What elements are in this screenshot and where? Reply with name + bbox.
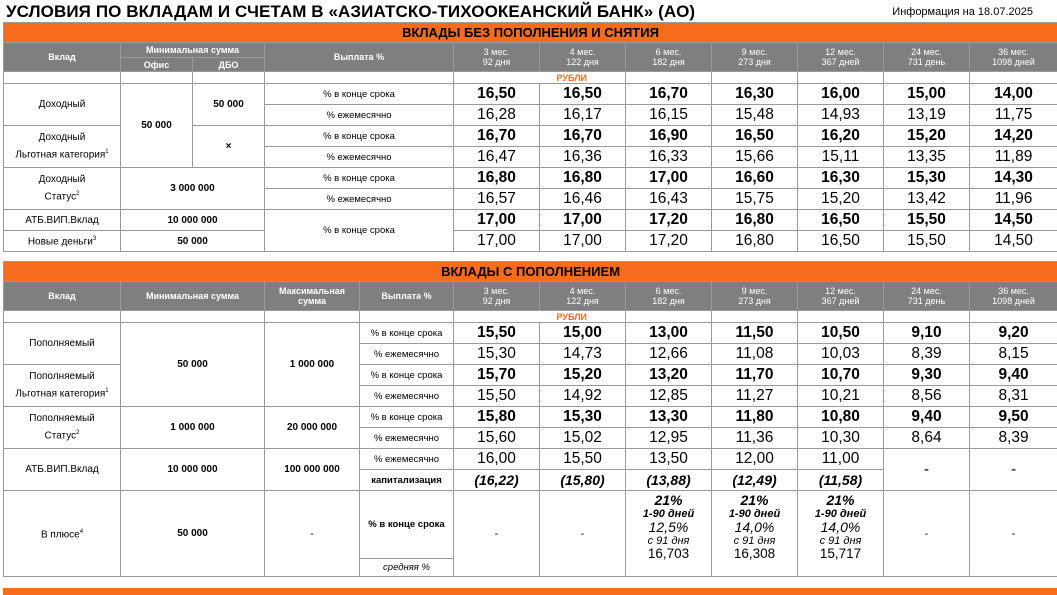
rate-cell: 16,33	[626, 147, 712, 168]
rate-cell: 16,80	[540, 168, 626, 189]
payout-type: % в конце срока	[360, 491, 454, 559]
payout-type: % в конце срока	[360, 407, 454, 428]
rate-cell: 8,64	[884, 428, 970, 449]
rate-cell: 15,00	[540, 323, 626, 344]
rate-cell: 13,30	[626, 407, 712, 428]
rate-cell-empty: -	[884, 491, 970, 577]
rate-cell: 16,50	[712, 126, 798, 147]
max-sum: 1 000 000	[265, 323, 360, 407]
rate-cell: 15,30	[454, 344, 540, 365]
term-header: 9 мес. 273 дня	[712, 282, 798, 311]
term-header: 3 мес. 92 дня	[454, 282, 540, 311]
max-sum: 100 000 000	[265, 449, 360, 491]
rate-cell: 15,20	[884, 126, 970, 147]
rate-cell: 15,02	[540, 428, 626, 449]
rate-cell: 8,56	[884, 386, 970, 407]
payout-type: % ежемесячно	[265, 105, 454, 126]
rate-cell: 13,20	[626, 365, 712, 386]
deposit-name: Новые деньги$^3$	[4, 231, 121, 252]
rate-cell: 10,21	[798, 386, 884, 407]
rate-cell: 16,28	[454, 105, 540, 126]
rate-cell: 10,80	[798, 407, 884, 428]
min-sum: 1 000 000	[121, 407, 265, 449]
rate-cell: 16,80	[454, 168, 540, 189]
rate-cell: 8,31	[970, 386, 1057, 407]
rate-cell: 16,00	[454, 449, 540, 470]
rate-cell: 17,20	[626, 231, 712, 252]
rate-cell: 16,50	[798, 210, 884, 231]
payout-type: % в конце срока	[265, 84, 454, 105]
term-header: 12 мес. 367 дней	[798, 282, 884, 311]
plus-rate-cell: 21% 1-90 дней 12,5% с 91 дня 16,703	[626, 491, 712, 577]
rate-cell: 11,89	[970, 147, 1057, 168]
rate-cell: 16,43	[626, 189, 712, 210]
rate-cell: 15,66	[712, 147, 798, 168]
rate-cell: 11,36	[712, 428, 798, 449]
rate-cell: 14,73	[540, 344, 626, 365]
min-sum: 10 000 000	[121, 449, 265, 491]
deposit-name: Пополняемый Статус$^2$	[4, 407, 121, 449]
rate-cell: 8,39	[884, 344, 970, 365]
rate-cell: 12,85	[626, 386, 712, 407]
col-header-min-sum: Минимальная сумма	[121, 43, 265, 58]
deposit-name: Доходный Льготная категория$^1$	[4, 126, 121, 168]
deposit-name: АТБ.ВИП.Вклад	[4, 449, 121, 491]
currency-label: РУБЛИ	[454, 72, 626, 84]
rate-cell: 16,30	[712, 84, 798, 105]
rate-cell: 16,20	[798, 126, 884, 147]
rate-cell: (13,88)	[626, 470, 712, 491]
rate-cell: 16,57	[454, 189, 540, 210]
min-sum-dbo: 50 000	[193, 84, 265, 126]
rate-cell: 16,80	[712, 210, 798, 231]
payout-type: % ежемесячно	[360, 449, 454, 470]
rate-cell: 9,50	[970, 407, 1057, 428]
term-header: 36 мес. 1098 дней	[970, 43, 1057, 72]
term-header: 4 мес. 122 дня	[540, 282, 626, 311]
rate-cell: 11,50	[712, 323, 798, 344]
rate-cell: 9,40	[884, 407, 970, 428]
rate-cell: 16,70	[540, 126, 626, 147]
term-header: 12 мес. 367 дней	[798, 43, 884, 72]
max-sum: 20 000 000	[265, 407, 360, 449]
rate-cell: 11,75	[970, 105, 1057, 126]
payout-type: % в конце срока	[265, 168, 454, 189]
deposit-name: АТБ.ВИП.Вклад	[4, 210, 121, 231]
deposit-name: Доходный Статус$^2$	[4, 168, 121, 210]
rate-cell: 16,50	[798, 231, 884, 252]
dbo-unavailable: ×	[193, 126, 265, 168]
rate-cell: 14,00	[970, 84, 1057, 105]
payout-type: % в конце срока	[265, 210, 454, 252]
payout-type: % ежемесячно	[360, 386, 454, 407]
rate-cell: 12,00	[712, 449, 798, 470]
min-sum: 50 000	[121, 323, 265, 407]
rate-cell: 15,50	[884, 210, 970, 231]
rate-cell: 8,39	[970, 428, 1057, 449]
rate-cell: 11,80	[712, 407, 798, 428]
rate-cell-empty: -	[970, 449, 1057, 491]
rate-cell: 15,11	[798, 147, 884, 168]
deposit-name: Пополняемый	[4, 323, 121, 365]
min-sum: 3 000 000	[121, 168, 265, 210]
rate-cell: 11,96	[970, 189, 1057, 210]
rate-cell: 13,35	[884, 147, 970, 168]
deposit-name: В плюсе$^4$	[4, 491, 121, 577]
rate-cell-empty: -	[970, 491, 1057, 577]
deposits-no-replenishment-table	[3, 22, 1057, 252]
payout-type: капитализация	[360, 470, 454, 491]
rate-cell: 9,10	[884, 323, 970, 344]
rate-cell: 14,50	[970, 231, 1057, 252]
col-header-office: Офис	[121, 58, 193, 72]
col-header-deposit: Вклад	[4, 43, 121, 72]
min-sum-office: 50 000	[121, 84, 193, 168]
rate-cell: 13,42	[884, 189, 970, 210]
rate-cell: 14,93	[798, 105, 884, 126]
rate-cell: (11,58)	[798, 470, 884, 491]
rate-cell: 17,00	[454, 231, 540, 252]
rate-cell: 10,03	[798, 344, 884, 365]
info-date: Информация на 18.07.2025	[892, 6, 1033, 18]
rate-cell: 15,48	[712, 105, 798, 126]
payout-type: % в конце срока	[360, 323, 454, 344]
rate-cell: 11,27	[712, 386, 798, 407]
min-sum: 50 000	[121, 491, 265, 577]
term-header: 6 мес. 182 дня	[626, 43, 712, 72]
rate-cell: 16,70	[626, 84, 712, 105]
payout-type: % в конце срока	[360, 365, 454, 386]
page-title: УСЛОВИЯ ПО ВКЛАДАМ И СЧЕТАМ В «АЗИАТСКО-ТИХООКЕАНСКИЙ БАНК» (АО)	[6, 2, 696, 21]
rate-cell: 8,15	[970, 344, 1057, 365]
rate-cell: 16,47	[454, 147, 540, 168]
col-header-min-sum: Минимальная сумма	[121, 282, 265, 311]
col-header-deposit: Вклад	[4, 282, 121, 311]
max-sum: -	[265, 491, 360, 577]
rate-cell: 16,80	[712, 231, 798, 252]
rate-cell: (16,22)	[454, 470, 540, 491]
rate-cell: 14,92	[540, 386, 626, 407]
deposit-name: Пополняемый Льготная категория$^1$	[4, 365, 121, 407]
rate-cell: 9,20	[970, 323, 1057, 344]
rate-cell: 14,50	[970, 210, 1057, 231]
rate-cell: 15,50	[884, 231, 970, 252]
rate-cell: 16,30	[798, 168, 884, 189]
rate-cell: (15,80)	[540, 470, 626, 491]
rate-cell: 16,50	[454, 84, 540, 105]
rate-cell: 10,30	[798, 428, 884, 449]
min-sum: 10 000 000	[121, 210, 265, 231]
col-header-max-sum: Максимальная сумма	[265, 282, 360, 311]
col-header-dbo: ДБО	[193, 58, 265, 72]
section-band: ВКЛАДЫ БЕЗ ПОПОЛНЕНИЯ И СНЯТИЯ	[4, 23, 1057, 43]
term-header: 3 мес. 92 дня	[454, 43, 540, 72]
term-header: 24 мес. 731 день	[884, 282, 970, 311]
rate-cell: 9,30	[884, 365, 970, 386]
rate-cell: 16,00	[798, 84, 884, 105]
rate-cell: 12,66	[626, 344, 712, 365]
rate-cell: 11,08	[712, 344, 798, 365]
rate-cell: 15,20	[540, 365, 626, 386]
deposits-replenishment-table	[3, 261, 1057, 577]
rate-cell: 15,30	[540, 407, 626, 428]
rate-cell: 17,00	[540, 231, 626, 252]
col-header-payout: Выплата %	[265, 43, 454, 72]
rate-cell-empty: -	[884, 449, 970, 491]
min-sum: 50 000	[121, 231, 265, 252]
rate-cell: 15,80	[454, 407, 540, 428]
rate-cell: 17,00	[454, 210, 540, 231]
rate-cell: 17,00	[540, 210, 626, 231]
payout-type: % ежемесячно	[265, 147, 454, 168]
rate-cell: 12,95	[626, 428, 712, 449]
rate-cell: (12,49)	[712, 470, 798, 491]
rate-cell: 16,15	[626, 105, 712, 126]
term-header: 6 мес. 182 дня	[626, 282, 712, 311]
rate-cell: 14,20	[970, 126, 1057, 147]
rate-cell: 16,60	[712, 168, 798, 189]
payout-type: % в конце срока	[265, 126, 454, 147]
rate-cell: 9,40	[970, 365, 1057, 386]
rate-cell: 14,30	[970, 168, 1057, 189]
payout-type: % ежемесячно	[360, 428, 454, 449]
rate-cell: 15,00	[884, 84, 970, 105]
rate-cell: 15,50	[454, 386, 540, 407]
payout-type: % ежемесячно	[265, 189, 454, 210]
rate-cell: 15,50	[454, 323, 540, 344]
plus-rate-cell: 21% 1-90 дней 14,0% с 91 дня 15,717	[798, 491, 884, 577]
rate-cell: 16,17	[540, 105, 626, 126]
bottom-accent-bar	[3, 588, 1057, 595]
rate-cell: 16,70	[454, 126, 540, 147]
rate-cell: 10,70	[798, 365, 884, 386]
plus-rate-cell: 21% 1-90 дней 14,0% с 91 дня 16,308	[712, 491, 798, 577]
rate-cell: 13,00	[626, 323, 712, 344]
rate-cell: 15,70	[454, 365, 540, 386]
currency-label: РУБЛИ	[454, 311, 626, 323]
section-band: ВКЛАДЫ С ПОПОЛНЕНИЕМ	[4, 262, 1057, 282]
rate-cell: 15,60	[454, 428, 540, 449]
rate-cell: 15,30	[884, 168, 970, 189]
term-header: 9 мес. 273 дня	[712, 43, 798, 72]
term-header: 24 мес. 731 день	[884, 43, 970, 72]
term-header: 4 мес. 122 дня	[540, 43, 626, 72]
rate-cell-empty: -	[540, 491, 626, 577]
rate-cell: 15,50	[540, 449, 626, 470]
rate-cell: 16,90	[626, 126, 712, 147]
rate-cell-empty: -	[454, 491, 540, 577]
rate-cell: 13,19	[884, 105, 970, 126]
deposit-name: Доходный	[4, 84, 121, 126]
payout-type: средняя %	[360, 559, 454, 577]
rate-cell: 17,00	[626, 168, 712, 189]
rate-cell: 17,20	[626, 210, 712, 231]
col-header-payout: Выплата %	[360, 282, 454, 311]
rate-cell: 11,00	[798, 449, 884, 470]
term-header: 36 мес. 1098 дней	[970, 282, 1057, 311]
rate-cell: 16,36	[540, 147, 626, 168]
rate-cell: 16,50	[540, 84, 626, 105]
rate-cell: 13,50	[626, 449, 712, 470]
rate-cell: 16,46	[540, 189, 626, 210]
rate-cell: 10,50	[798, 323, 884, 344]
payout-type: % ежемесячно	[360, 344, 454, 365]
rate-cell: 15,75	[712, 189, 798, 210]
rate-cell: 15,20	[798, 189, 884, 210]
rate-cell: 11,70	[712, 365, 798, 386]
